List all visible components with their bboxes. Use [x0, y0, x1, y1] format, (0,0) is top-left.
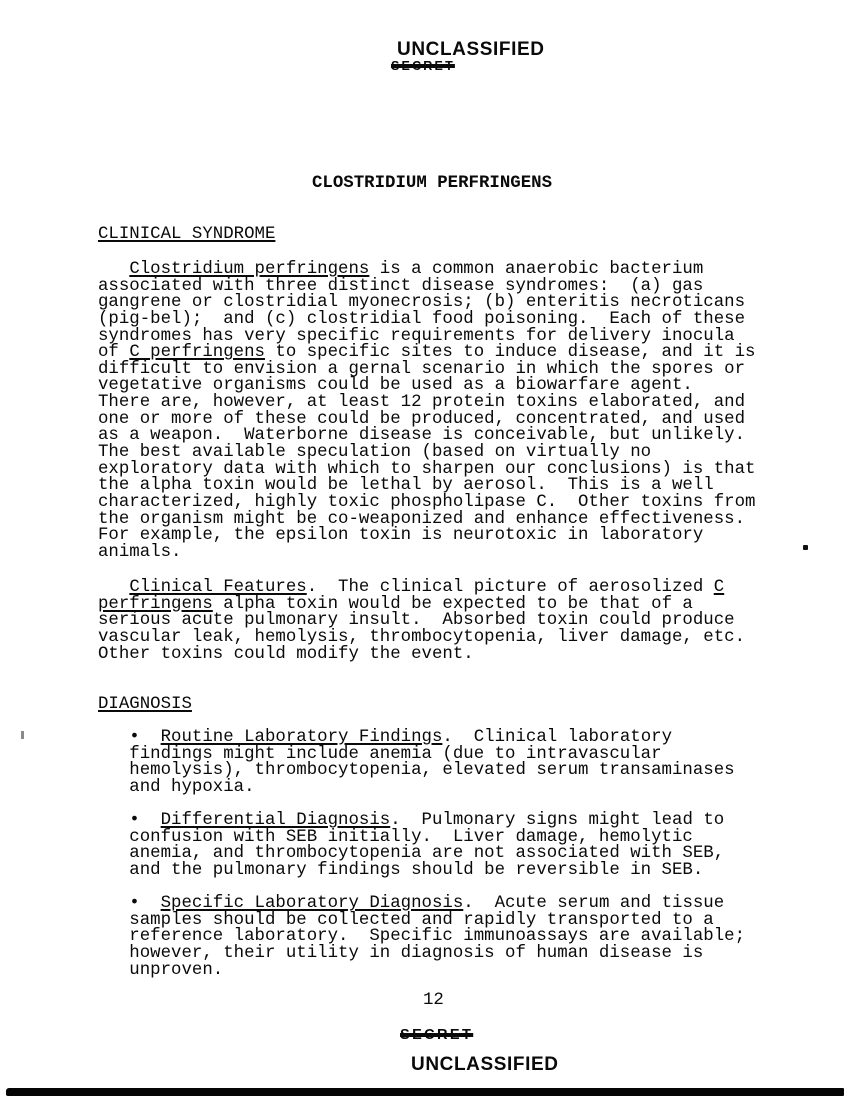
text-segment: . Clinical laboratory	[442, 728, 673, 747]
page-number: 12	[423, 991, 444, 1010]
text-segment: associated with three distinct disease syndromes: (a) gas	[98, 276, 704, 296]
underlined-text-segment: C	[713, 578, 725, 597]
text-segment: vegetative organisms could be used as a biowarfare agent.	[98, 376, 693, 396]
text-segment: the organism might be co-weaponized and enhance effectiveness.	[98, 509, 746, 529]
underlined-text-segment: Specific Laboratory Diagnosis	[160, 894, 464, 913]
text-segment: gangrene or clostridial myonecrosis; (b) enteritis necroticans	[98, 293, 746, 313]
text-line	[98, 960, 745, 980]
text-segment: hemolysis), thrombocytopenia, elevated serum transaminases	[98, 761, 735, 781]
text-segment: There are, however, at least 12 protein toxins elaborated, and	[98, 393, 746, 413]
text-segment: and hypoxia.	[98, 777, 255, 797]
bullet-differential-diagnosis	[98, 813, 724, 880]
text-segment: Other toxins could modify the event.	[98, 644, 474, 664]
struck-classification-top: SECRET	[391, 59, 455, 73]
text-segment: findings might include anemia (due to intravascular	[98, 744, 662, 764]
scan-artifact-speck	[803, 545, 808, 550]
underlined-text-segment: DIAGNOSIS	[98, 695, 192, 714]
struck-classification-bottom: SECRET	[400, 1027, 474, 1043]
text-segment: of	[98, 343, 130, 363]
text-segment: •	[98, 894, 161, 913]
text-segment: syndromes has very specific requirements for delivery inocula	[98, 326, 735, 346]
text-segment: •	[98, 728, 161, 747]
text-segment: and the pulmonary findings should be reversible in SEB.	[98, 860, 704, 880]
underlined-text-segment: Differential Diagnosis	[160, 811, 391, 830]
underlined-text-segment: Clostridium perfringens	[129, 260, 370, 279]
text-segment: reference laboratory. Specific immunoassays are available;	[98, 927, 746, 947]
paragraph-clinical-syndrome	[98, 262, 755, 562]
text-line	[98, 528, 755, 545]
text-segment: alpha toxin would be expected to be that of a	[212, 594, 693, 614]
paragraph-clinical-features	[98, 580, 745, 663]
text-segment: exploratory data with which to sharpen our conclusions) is that	[98, 459, 756, 479]
underlined-text-segment: Clinical Features	[129, 578, 307, 597]
heading-diagnosis	[98, 697, 192, 714]
text-segment: confusion with SEB initially. Liver damage, hemolytic	[98, 827, 693, 847]
text-segment: . The clinical picture of aerosolized	[306, 578, 714, 597]
text-segment: difficult to envision a gernal scenario in which the spores or	[98, 359, 746, 379]
text-segment: . Pulmonary signs might lead to	[390, 811, 725, 830]
heading-clinical-syndrome	[98, 227, 275, 244]
text-segment: as a weapon. Waterborne disease is conceivable, but unlikely.	[98, 426, 746, 446]
text-segment: the alpha toxin would be lethal by aerosol. This is a well	[98, 476, 714, 496]
scan-artifact-speck	[21, 731, 24, 739]
classification-banner-bottom: UNCLASSIFIED	[411, 1054, 559, 1075]
text-line	[98, 227, 275, 244]
text-segment: anemia, and thrombocytopenia are not associated with SEB,	[98, 844, 725, 864]
underlined-text-segment: perfringens	[98, 594, 213, 614]
bullet-specific-laboratory-diagnosis	[98, 896, 745, 979]
text-segment: vascular leak, hemolysis, thrombocytopenia, liver damage, etc.	[98, 627, 746, 647]
underlined-text-segment: Routine Laboratory Findings	[160, 728, 443, 747]
text-segment: (pig-bel); and (c) clostridial food poisoning. Each of these	[98, 309, 746, 329]
text-segment: serious acute pulmonary insult. Absorbed toxin could produce	[98, 611, 735, 631]
text-segment: however, their utility in diagnosis of human disease is	[98, 943, 704, 963]
text-line	[98, 644, 745, 664]
text-segment: unproven.	[98, 960, 224, 980]
text-segment: samples should be collected and rapidly transported to a	[98, 910, 714, 930]
bullet-routine-laboratory-findings	[98, 730, 735, 797]
text-segment: For example, the epsilon toxin is neurotoxic in laboratory	[98, 526, 704, 546]
classification-banner-top: UNCLASSIFIED	[397, 39, 545, 60]
text-segment: one or more of these could be produced, concentrated, and used	[98, 409, 746, 429]
text-line	[98, 860, 724, 880]
text-segment: The best available speculation (based on virtually no	[98, 443, 652, 463]
text-segment: •	[98, 811, 161, 830]
text-segment: is a common anaerobic bacterium	[369, 260, 704, 279]
scan-artifact-bar	[6, 1088, 844, 1096]
text-segment: to specific sites to induce disease, and it is	[264, 343, 756, 363]
underlined-text-segment: CLINICAL SYNDROME	[98, 225, 276, 244]
text-line	[98, 697, 192, 714]
text-segment: . Acute serum and tissue	[463, 894, 725, 913]
text-line	[98, 542, 755, 562]
document-title: CLOSTRIDIUM PERFRINGENS	[312, 174, 553, 193]
text-segment: characterized, highly toxic phospholipase C. Other toxins from	[98, 492, 756, 512]
text-line	[98, 777, 735, 797]
underlined-text-segment: C perfringens	[129, 343, 265, 363]
text-segment: animals.	[98, 542, 182, 562]
